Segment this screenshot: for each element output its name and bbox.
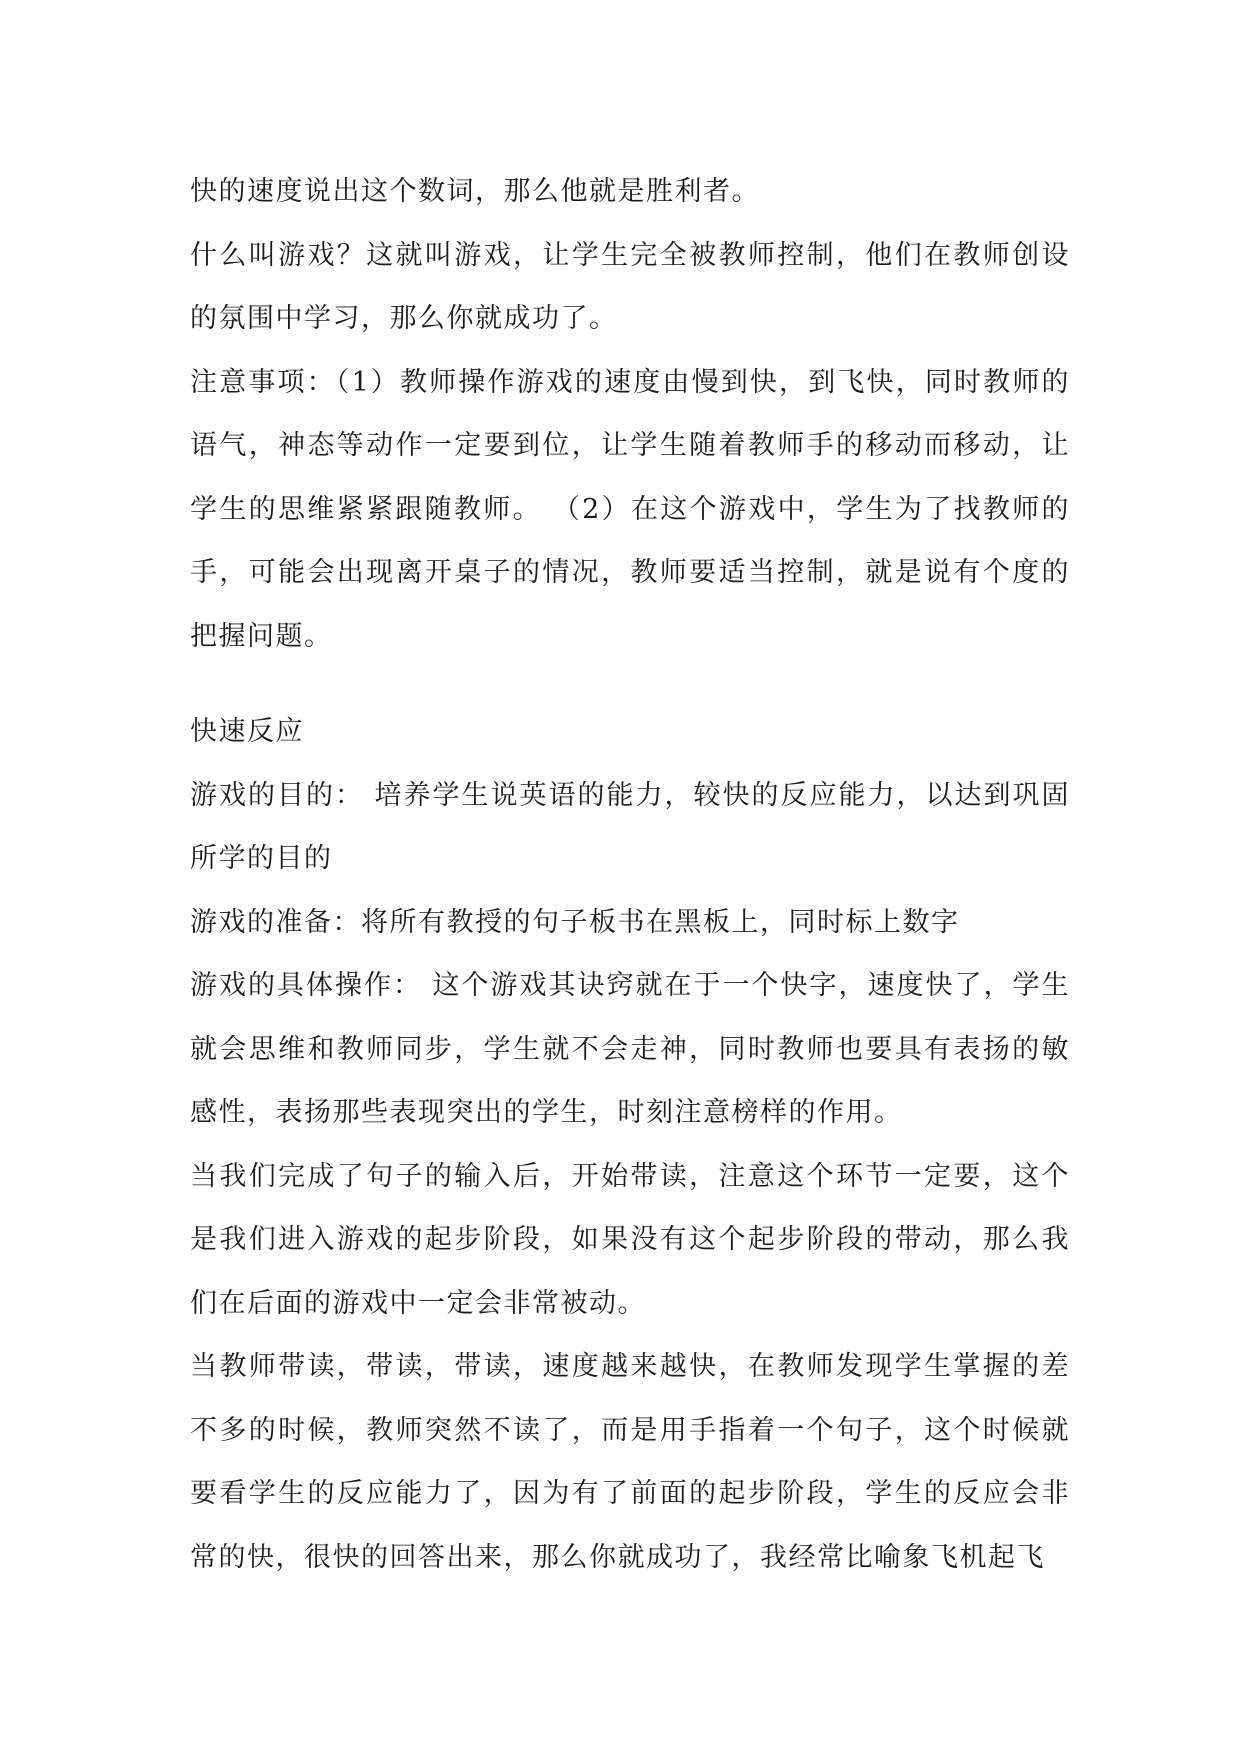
paragraph-notes: 注意事项：（1）教师操作游戏的速度由慢到快，到飞快，同时教师的语气，神态等动作一定要到位，让学生随着教师手的移动而移动，让学生的思维紧紧跟随教师。 （2）在这个游戏中，学生为了找教师的手，可能会出现离开桌子的情况，教师要适当控制，就是说有个度的把握问题。	[190, 366, 1070, 652]
paragraph-game-purpose: 游戏的目的： 培养学生说英语的能力，较快的反应能力，以达到巩固所学的目的	[190, 779, 1070, 874]
paragraph-lead-reading: 当我们完成了句子的输入后，开始带读，注意这个环节一定要，这个是我们进入游戏的起步阶段，如果没有这个起步阶段的带动，那么我们在后面的游戏中一定会非常被动。	[190, 1160, 1070, 1319]
paragraph-game-operation: 游戏的具体操作： 这个游戏其诀窍就在于一个快字，速度快了，学生就会思维和教师同步，学生就不会走神，同时教师也要具有表扬的敏感性，表扬那些表现突出的学生，时刻注意榜样的作用。	[190, 970, 1070, 1128]
paragraph-game-preparation: 游戏的准备：将所有教授的句子板书在黑板上，同时标上数字	[190, 906, 960, 938]
section-heading-quick-reaction: 快速反应	[190, 716, 304, 747]
paragraph-what-is-game: 什么叫游戏？这就叫游戏，让学生完全被教师控制，他们在教师创设的氛围中学习，那么你就成功了。	[190, 239, 1070, 334]
paragraph-teacher-reading: 当教师带读，带读，带读，速度越来越快，在教师发现学生掌握的差不多的时候，教师突然不读了，而是用手指着一个句子，这个时候就要看学生的反应能力了，因为有了前面的起步阶段，学生的反应会非常的快，很快的回答出来，那么你就成功了，我经常比喻象飞机起飞	[190, 1351, 1070, 1573]
paragraph-winner: 快的速度说出这个数词，那么他就是胜利者。	[190, 176, 760, 207]
section-gap	[190, 668, 1070, 700]
document-body	[190, 160, 1070, 1589]
